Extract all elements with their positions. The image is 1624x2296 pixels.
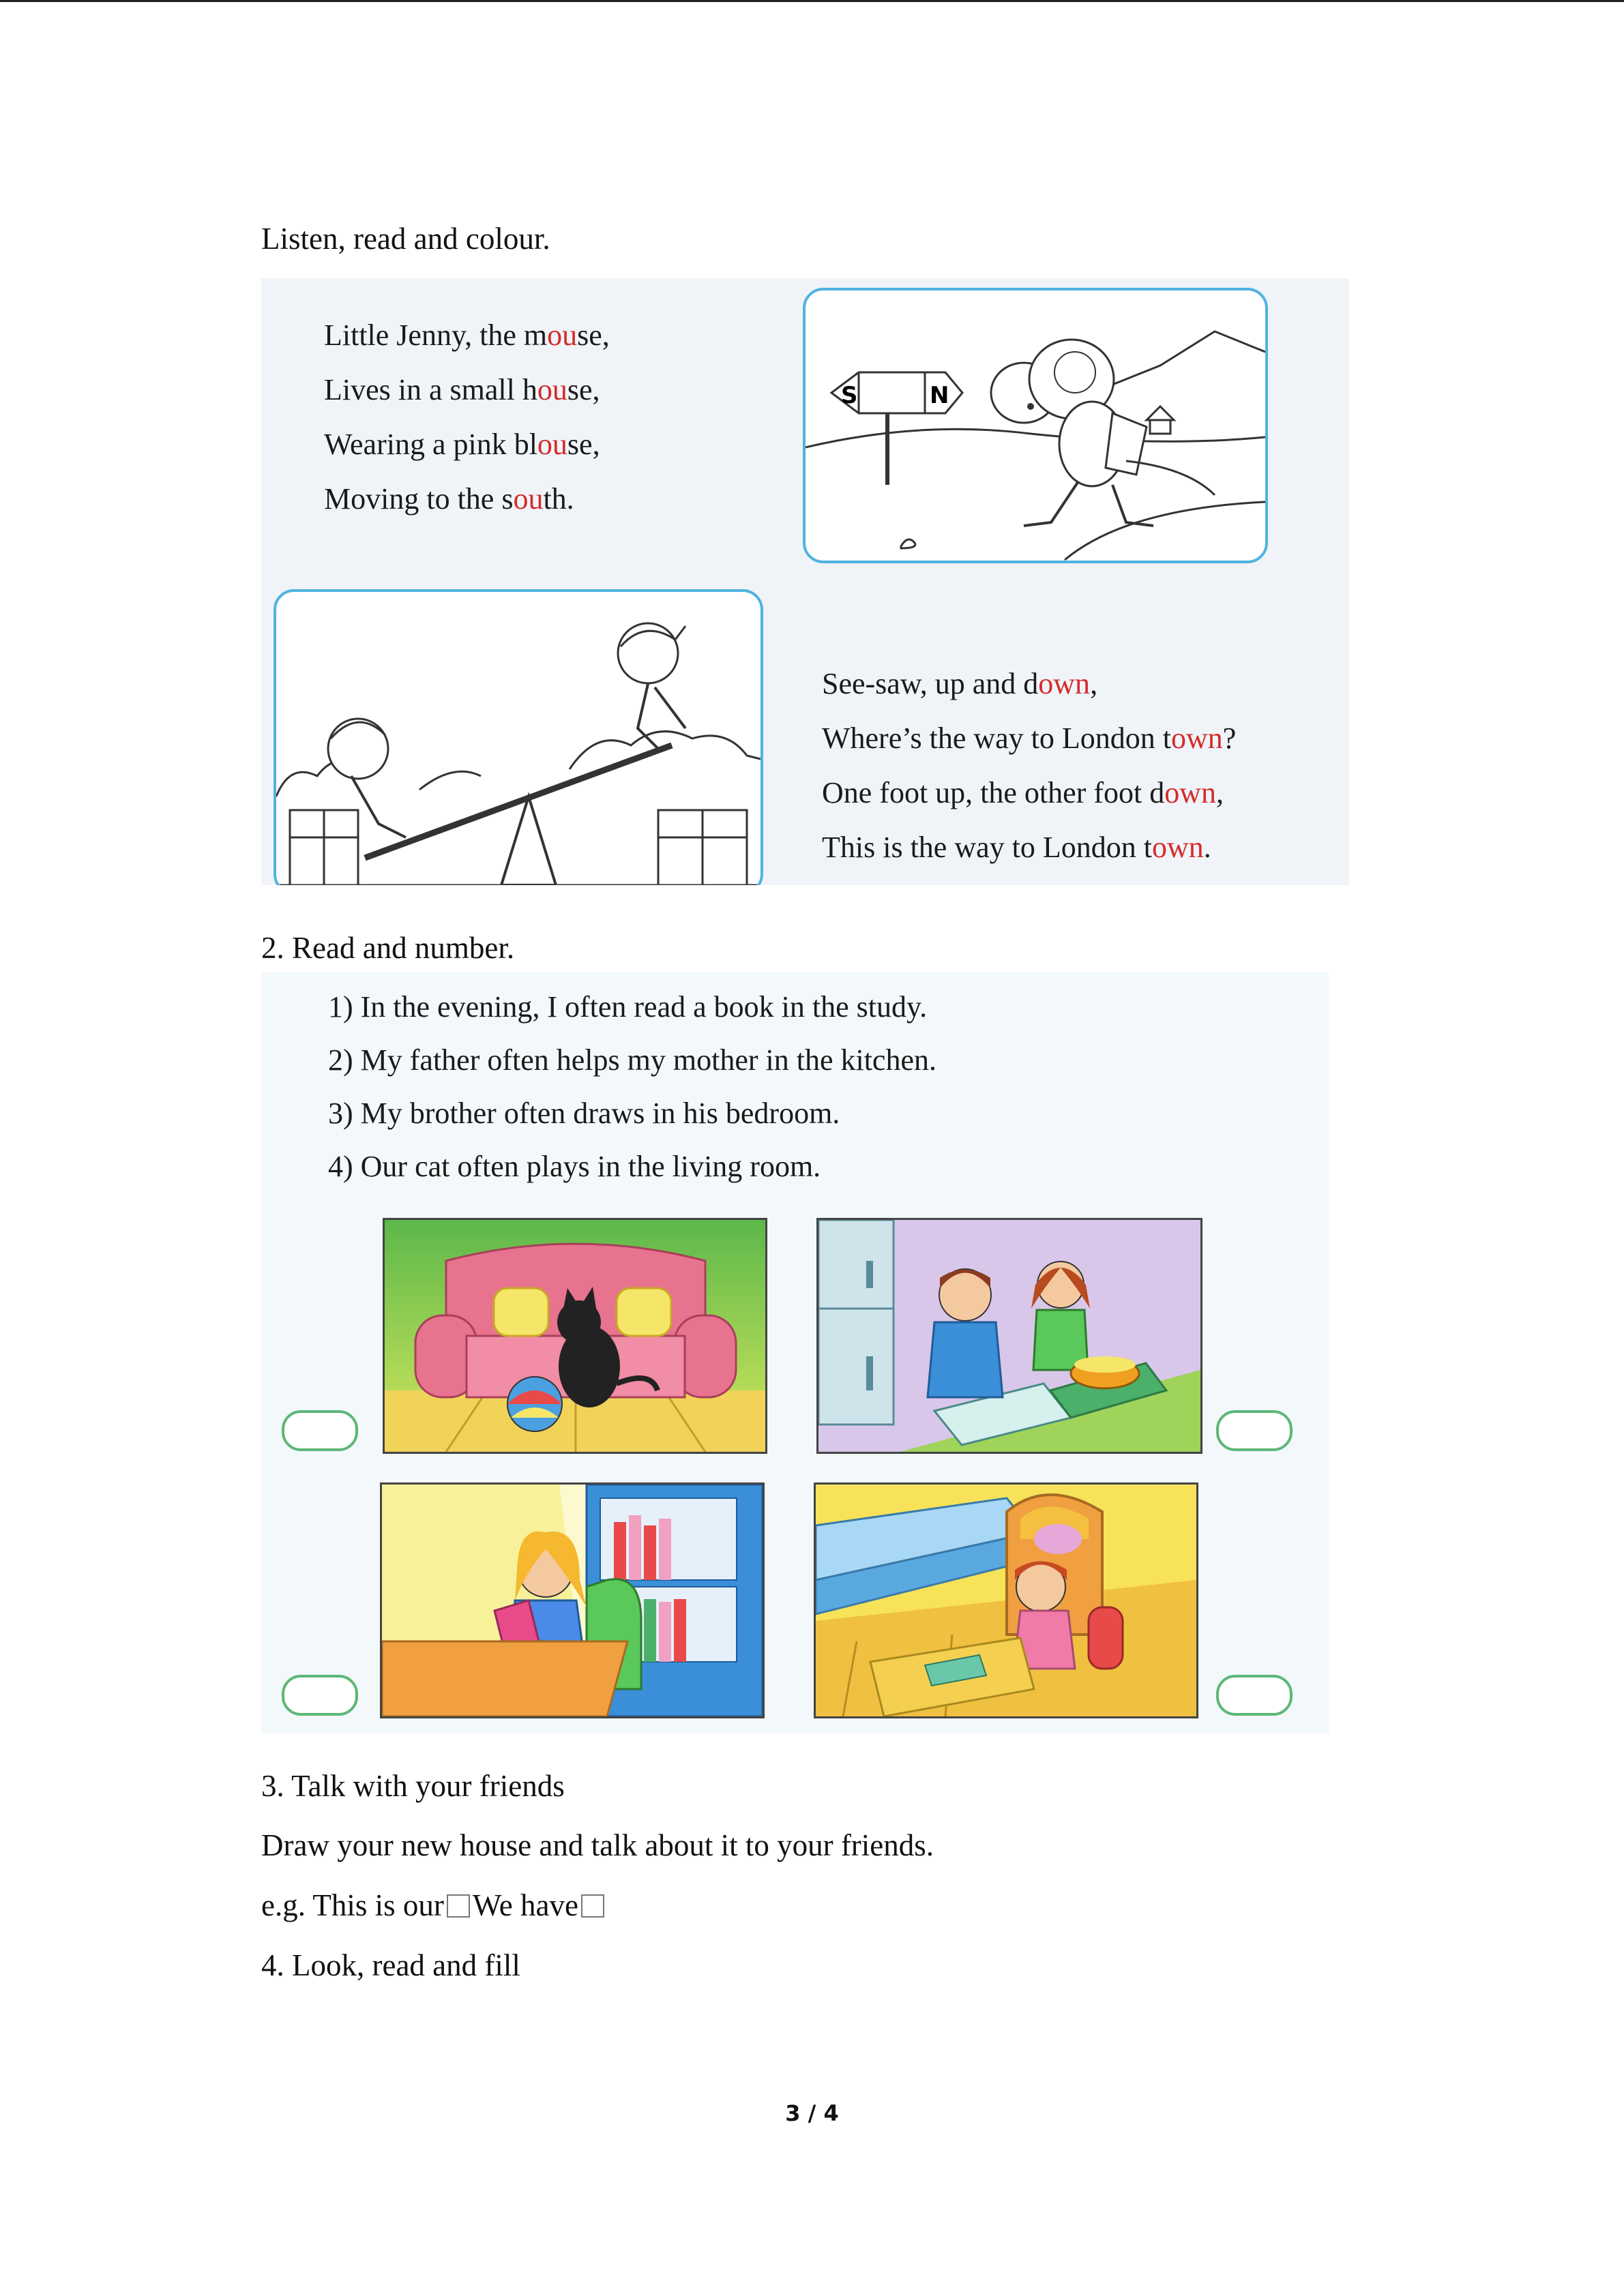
page-number: 3 / 4 — [785, 2100, 839, 2126]
answer-oval-living-room[interactable] — [282, 1410, 358, 1451]
seesaw-picture-frame — [274, 589, 763, 885]
page-top-border — [0, 0, 1624, 2]
section3-example: e.g. This is our We have — [261, 1886, 607, 1924]
boy-drawing-illustration — [816, 1485, 1196, 1716]
blank-box — [447, 1894, 470, 1918]
sentence-3: 3) My brother often draws in his bedroom. — [328, 1097, 840, 1130]
poem2-line-3: One foot up, the other foot down, — [822, 776, 1224, 809]
parents-cooking-illustration — [818, 1220, 1200, 1452]
mouse-walking-illustration — [806, 290, 1265, 561]
seesaw-children-illustration — [276, 592, 761, 885]
study-picture — [380, 1482, 765, 1718]
poem1-line-3: Wearing a pink blouse, — [324, 428, 600, 461]
section3-title: 3. Talk with your friends — [261, 1769, 565, 1803]
poem1-line-2: Lives in a small house, — [324, 373, 600, 406]
signpost-south-letter: S — [841, 382, 858, 409]
section4-title: 4. Look, read and fill — [261, 1948, 520, 1982]
mouse-picture-frame — [803, 288, 1268, 563]
sentence-4: 4) Our cat often plays in the living room. — [328, 1150, 821, 1183]
blank-box — [581, 1894, 604, 1918]
cat-on-sofa-illustration — [385, 1220, 765, 1452]
answer-oval-bedroom[interactable] — [1216, 1675, 1293, 1716]
kitchen-picture — [816, 1218, 1202, 1454]
poem1-line-4: Moving to the south. — [324, 482, 574, 516]
poem2-line-4: This is the way to London town. — [822, 831, 1211, 864]
sentence-1: 1) In the evening, I often read a book in the study. — [328, 990, 928, 1024]
listen-read-colour-panel — [261, 278, 1349, 885]
bedroom-picture — [814, 1482, 1198, 1718]
sentence-2: 2) My father often helps my mother in the kitchen. — [328, 1043, 936, 1077]
poem2-line-2: Where’s the way to London town? — [822, 721, 1237, 755]
answer-oval-study[interactable] — [282, 1675, 358, 1716]
section3-instruction: Draw your new house and talk about it to your friends. — [261, 1828, 934, 1862]
read-and-number-panel — [261, 972, 1329, 1733]
answer-oval-kitchen[interactable] — [1216, 1410, 1293, 1451]
poem2-line-1: See-saw, up and down, — [822, 667, 1098, 700]
section2-title: 2. Read and number. — [261, 931, 515, 965]
girl-reading-illustration — [382, 1485, 763, 1716]
living-room-picture — [383, 1218, 767, 1454]
section1-title: Listen, read and colour. — [261, 222, 550, 256]
poem1-line-1: Little Jenny, the mouse, — [324, 318, 610, 352]
signpost-north-letter: N — [930, 382, 949, 409]
